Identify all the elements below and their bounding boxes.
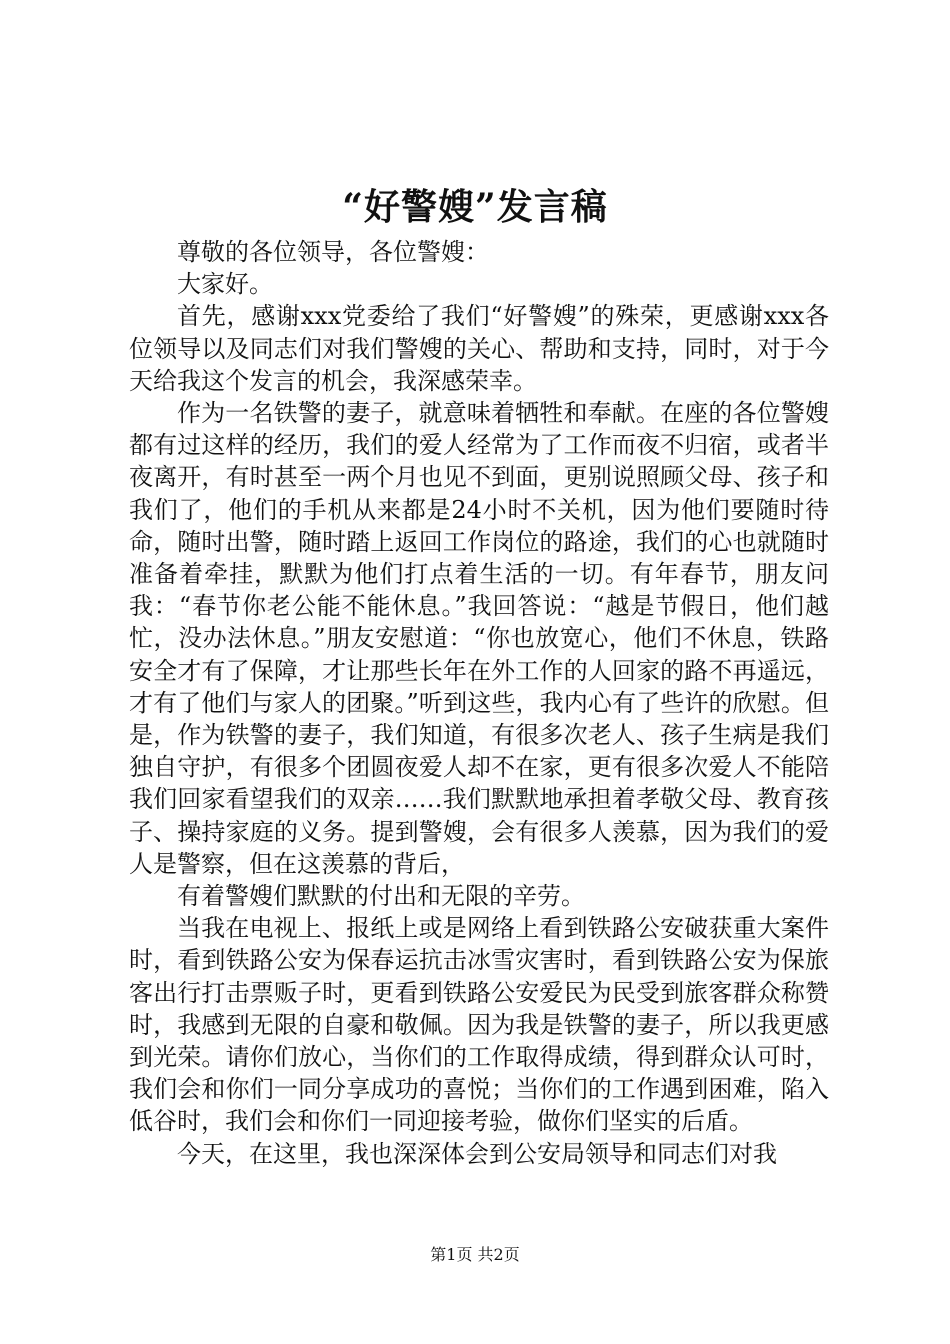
salutation: 尊敬的各位领导，各位警嫂： xyxy=(177,238,489,266)
paragraph: 有着警嫂们默默的付出和无限的辛劳。 xyxy=(177,882,585,911)
document-body xyxy=(129,236,829,1170)
paragraph: 首先，感谢xxx党委给了我们“好警嫂”的殊荣，更感谢xxx各位领导以及同志们对我们警嫂的关心、帮助和支持，同时，对于今天给我这个发言的机会，我深感荣幸。 xyxy=(129,302,829,395)
paragraph: 作为一名铁警的妻子，就意味着牺牲和奉献。在座的各位警嫂都有过这样的经历，我们的爱人经常为了工作而夜不归宿，或者半夜离开，有时甚至一两个月也见不到面，更别说照顾父母、孩子和我们了，他们的手机从来都是24小时不关机，因为他们要随时待命，随时出警，随时踏上返回工作岗位的路途，我们的心也就随时准备着牵挂，默默为他们打点着生活的一切。有年春节，朋友问我：“春节你老公能不能休息。”我回答说：“越是节假日，他们越忙，没办法休息。”朋友安慰道：“你也放宽心，他们不休息，铁路安全才有了保障，才让那些长年在外工作的人回家的路不再遥远，才有了他们与家人的团聚。”听到这些，我内心有了些许的欣慰。但是，作为铁警的妻子，我们知道，有很多次老人、孩子生病是我们独自守护，有很多个团圆夜爱人却不在家，更有很多次爱人不能陪我们回家看望我们的双亲……我们默默地承担着孝敬父母、教育孩子、操持家庭的义务。提到警嫂，会有很多人羡慕，因为我们的爱人是警察，但在这羡慕的背后， xyxy=(129,399,829,878)
page-footer: 第1页 共2页 xyxy=(430,1245,520,1264)
paragraph: 当我在电视上、报纸上或是网络上看到铁路公安破获重大案件时，看到铁路公安为保春运抗击冰雪灾害时，看到铁路公安为保旅客出行打击票贩子时，更看到铁路公安爱民为民受到旅客群众称赞时，我感到无限的自豪和敬佩。因为我是铁警的妻子，所以我更感到光荣。请你们放心，当你们的工作取得成绩，得到群众认可时，我们会和你们一同分享成功的喜悦；当你们的工作遇到困难，陷入低谷时，我们会和你们一同迎接考验，做你们坚实的后盾。 xyxy=(129,914,829,1136)
paragraph: 今天，在这里，我也深深体会到公安局领导和同志们对我 xyxy=(177,1139,777,1168)
document-title: “好警嫂”发言稿 xyxy=(342,186,608,228)
greeting: 大家好。 xyxy=(177,270,273,299)
